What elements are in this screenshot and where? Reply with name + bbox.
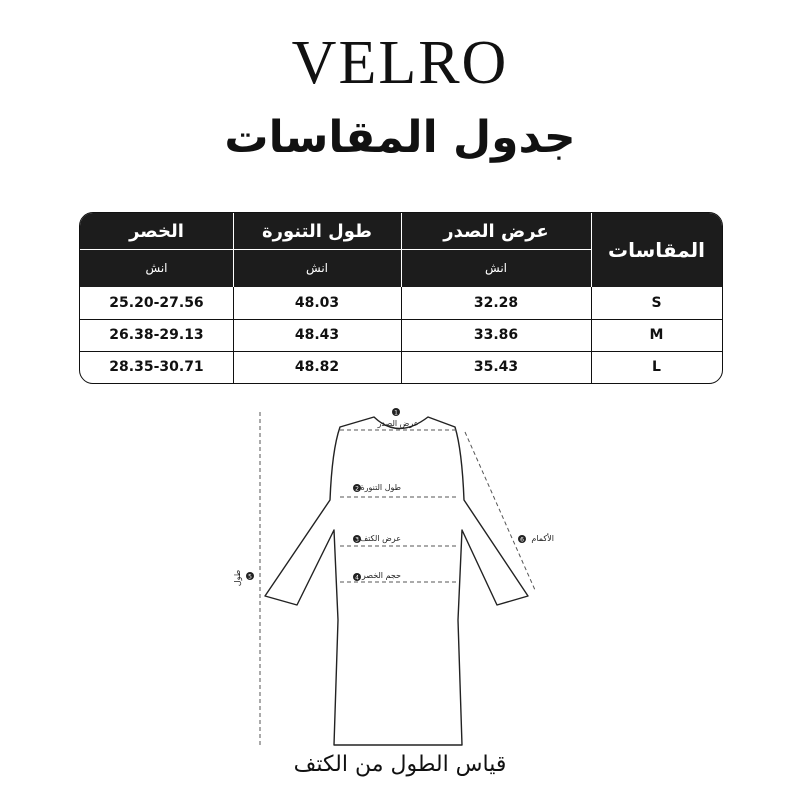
table-row-size: M [649,327,664,343]
marker-1-number: 1 [394,409,398,417]
skirt-unit: انش [306,261,328,275]
waist-column-header: الخصر [129,220,184,242]
header-col-divider [233,213,234,287]
table-row-chest: 33.86 [473,327,519,343]
dress-outline [265,417,528,745]
page-title: جدول المقاسات [224,112,576,163]
table-row-waist: 26.38-29.13 [109,327,204,343]
waist-label: حجم الخصر [361,571,401,580]
header-col-divider [591,213,592,287]
marker-2-number: 2 [355,485,359,493]
chest-column-header: عرض الصدر [443,220,549,242]
brand-logo: VELRO [291,29,509,97]
table-row-size: S [651,295,662,311]
table-row-waist: 28.35-30.71 [109,359,204,375]
sleeve-measure-line [465,432,535,590]
table-row-skirt: 48.82 [294,359,340,375]
size-column-header: المقاسات [608,238,705,262]
marker-6-number: 6 [520,536,524,544]
table-row-chest: 35.43 [473,359,519,375]
header-divider [80,249,591,250]
sleeve-label: الأكمام [531,534,554,543]
chest-unit: انش [485,261,507,275]
measurement-caption: قياس الطول من الكتف [293,752,507,777]
table-row-waist: 25.20-27.56 [109,295,204,311]
garment-diagram [0,400,800,760]
size-table [79,212,723,384]
marker-4-number: 4 [355,574,359,582]
skirt-label: طول التنورة [360,483,401,492]
marker-5-number: 5 [248,573,252,581]
length-label: طول [233,569,242,587]
table-row-skirt: 48.03 [294,295,340,311]
table-row-size: L [652,359,661,375]
table-row-skirt: 48.43 [294,327,340,343]
skirt-column-header: طول التنورة [261,220,373,242]
table-row-chest: 32.28 [473,295,519,311]
header-col-divider [401,213,402,287]
marker-3-number: 3 [355,536,359,544]
shoulder-label: عرض الكتف [359,534,401,543]
chest-label: عرض الصدر [377,419,419,428]
waist-unit: انش [145,261,168,275]
